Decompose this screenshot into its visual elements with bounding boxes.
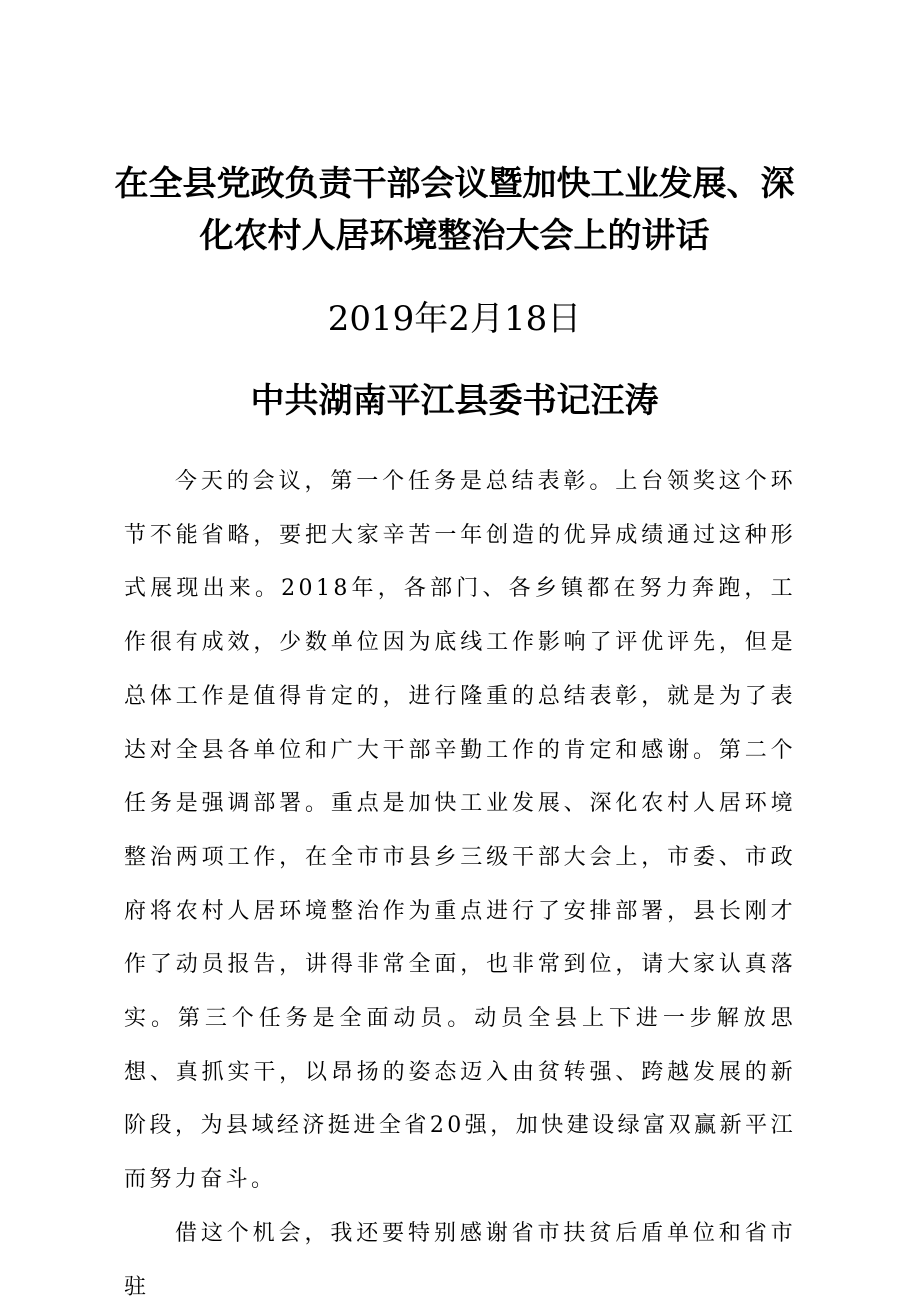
body-paragraph: 借这个机会，我还要特别感谢省市扶贫后盾单位和省市驻 — [124, 1220, 796, 1300]
document-body — [124, 455, 796, 1314]
speech-author: 中共湖南平江县委书记汪涛 — [250, 381, 659, 421]
speech-date: 2019年2月18日 — [327, 299, 582, 339]
document-title: 在全县党政负责干部会议暨加快工业发展、深化农村人居环境整治大会上的讲话 — [114, 164, 795, 256]
body-paragraph: 今天的会议，第一个任务是总结表彰。上台领奖这个环节不能省略，要把大家辛苦一年创造的优异成绩通过这种形式展现出来。2018年，各部门、各乡镇都在努力奔跑，工作很有成效，少数单位因为底线工作影响了评优评先，但是总体工作是值得肯定的，进行隆重的总结表彰，就是为了表达对全县各单位和广大干部辛勤工作的肯定和感谢。第二个任务是强调部署。重点是加快工业发展、深化农村人居环境整治两项工作，在全市市县乡三级干部大会上，市委、市政府将农村人居环境整治作为重点进行了安排部署，县长刚才作了动员报告，讲得非常全面，也非常到位，请大家认真落实。第三个任务是全面动员。动员全县上下进一步解放思想、真抓实干，以昂扬的姿态迈入由贫转强、跨越发展的新阶段，为县域经济挺进全省20强，加快建设绿富双赢新平江而努力奋斗。 — [124, 469, 796, 1193]
